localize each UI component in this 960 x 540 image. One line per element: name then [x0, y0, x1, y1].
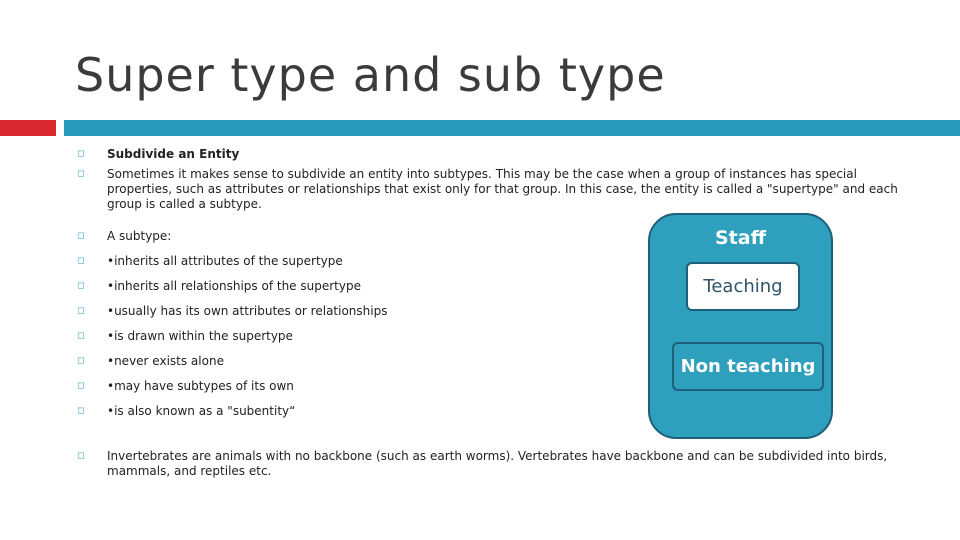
square-bullet-icon: ◻	[77, 381, 85, 391]
accent-bar-red	[0, 120, 56, 136]
bullet-item	[77, 167, 902, 212]
square-bullet-icon: ◻	[77, 281, 85, 291]
bullet-text: •is drawn within the supertype	[107, 329, 293, 343]
slide-title: Super type and sub type	[75, 48, 666, 102]
bullet-text: •inherits all relationships of the supertype	[107, 279, 361, 293]
square-bullet-icon: ◻	[77, 331, 85, 341]
bullet-text: •may have subtypes of its own	[107, 379, 294, 393]
bullet-text: Subdivide an Entity	[107, 147, 240, 161]
square-bullet-icon: ◻	[77, 149, 85, 159]
square-bullet-icon: ◻	[77, 231, 85, 241]
subtype-box-non-teaching: Non teaching	[672, 342, 824, 391]
square-bullet-icon: ◻	[77, 451, 85, 461]
bullet-text: •never exists alone	[107, 354, 224, 368]
square-bullet-icon: ◻	[77, 169, 85, 179]
bullet-text: A subtype:	[107, 229, 172, 243]
square-bullet-icon: ◻	[77, 356, 85, 366]
bullet-item	[77, 449, 902, 479]
bullet-text: Sometimes it makes sense to subdivide an entity into subtypes. This may be the case when a group of instances has special properties, such as attributes or relationships that exist only for that group. In this case, the entity is called a "supertype" and each group is called a subtype.	[107, 167, 898, 211]
bullet-text: Invertebrates are animals with no backbone (such as earth worms). Vertebrates have backbone and can be subdivided into birds, mammals, and reptiles etc.	[107, 449, 888, 478]
supertype-label: Staff	[715, 227, 766, 249]
supertype-diagram	[648, 213, 833, 439]
bullet-text: •usually has its own attributes or relationships	[107, 304, 388, 318]
subtype-box-teaching: Teaching	[686, 262, 800, 311]
bullet-text: •is also known as a "subentity“	[107, 404, 296, 418]
square-bullet-icon: ◻	[77, 406, 85, 416]
square-bullet-icon: ◻	[77, 256, 85, 266]
bullet-item	[77, 147, 902, 162]
bullet-text: •inherits all attributes of the supertype	[107, 254, 343, 268]
square-bullet-icon: ◻	[77, 306, 85, 316]
accent-bar-blue	[64, 120, 960, 136]
